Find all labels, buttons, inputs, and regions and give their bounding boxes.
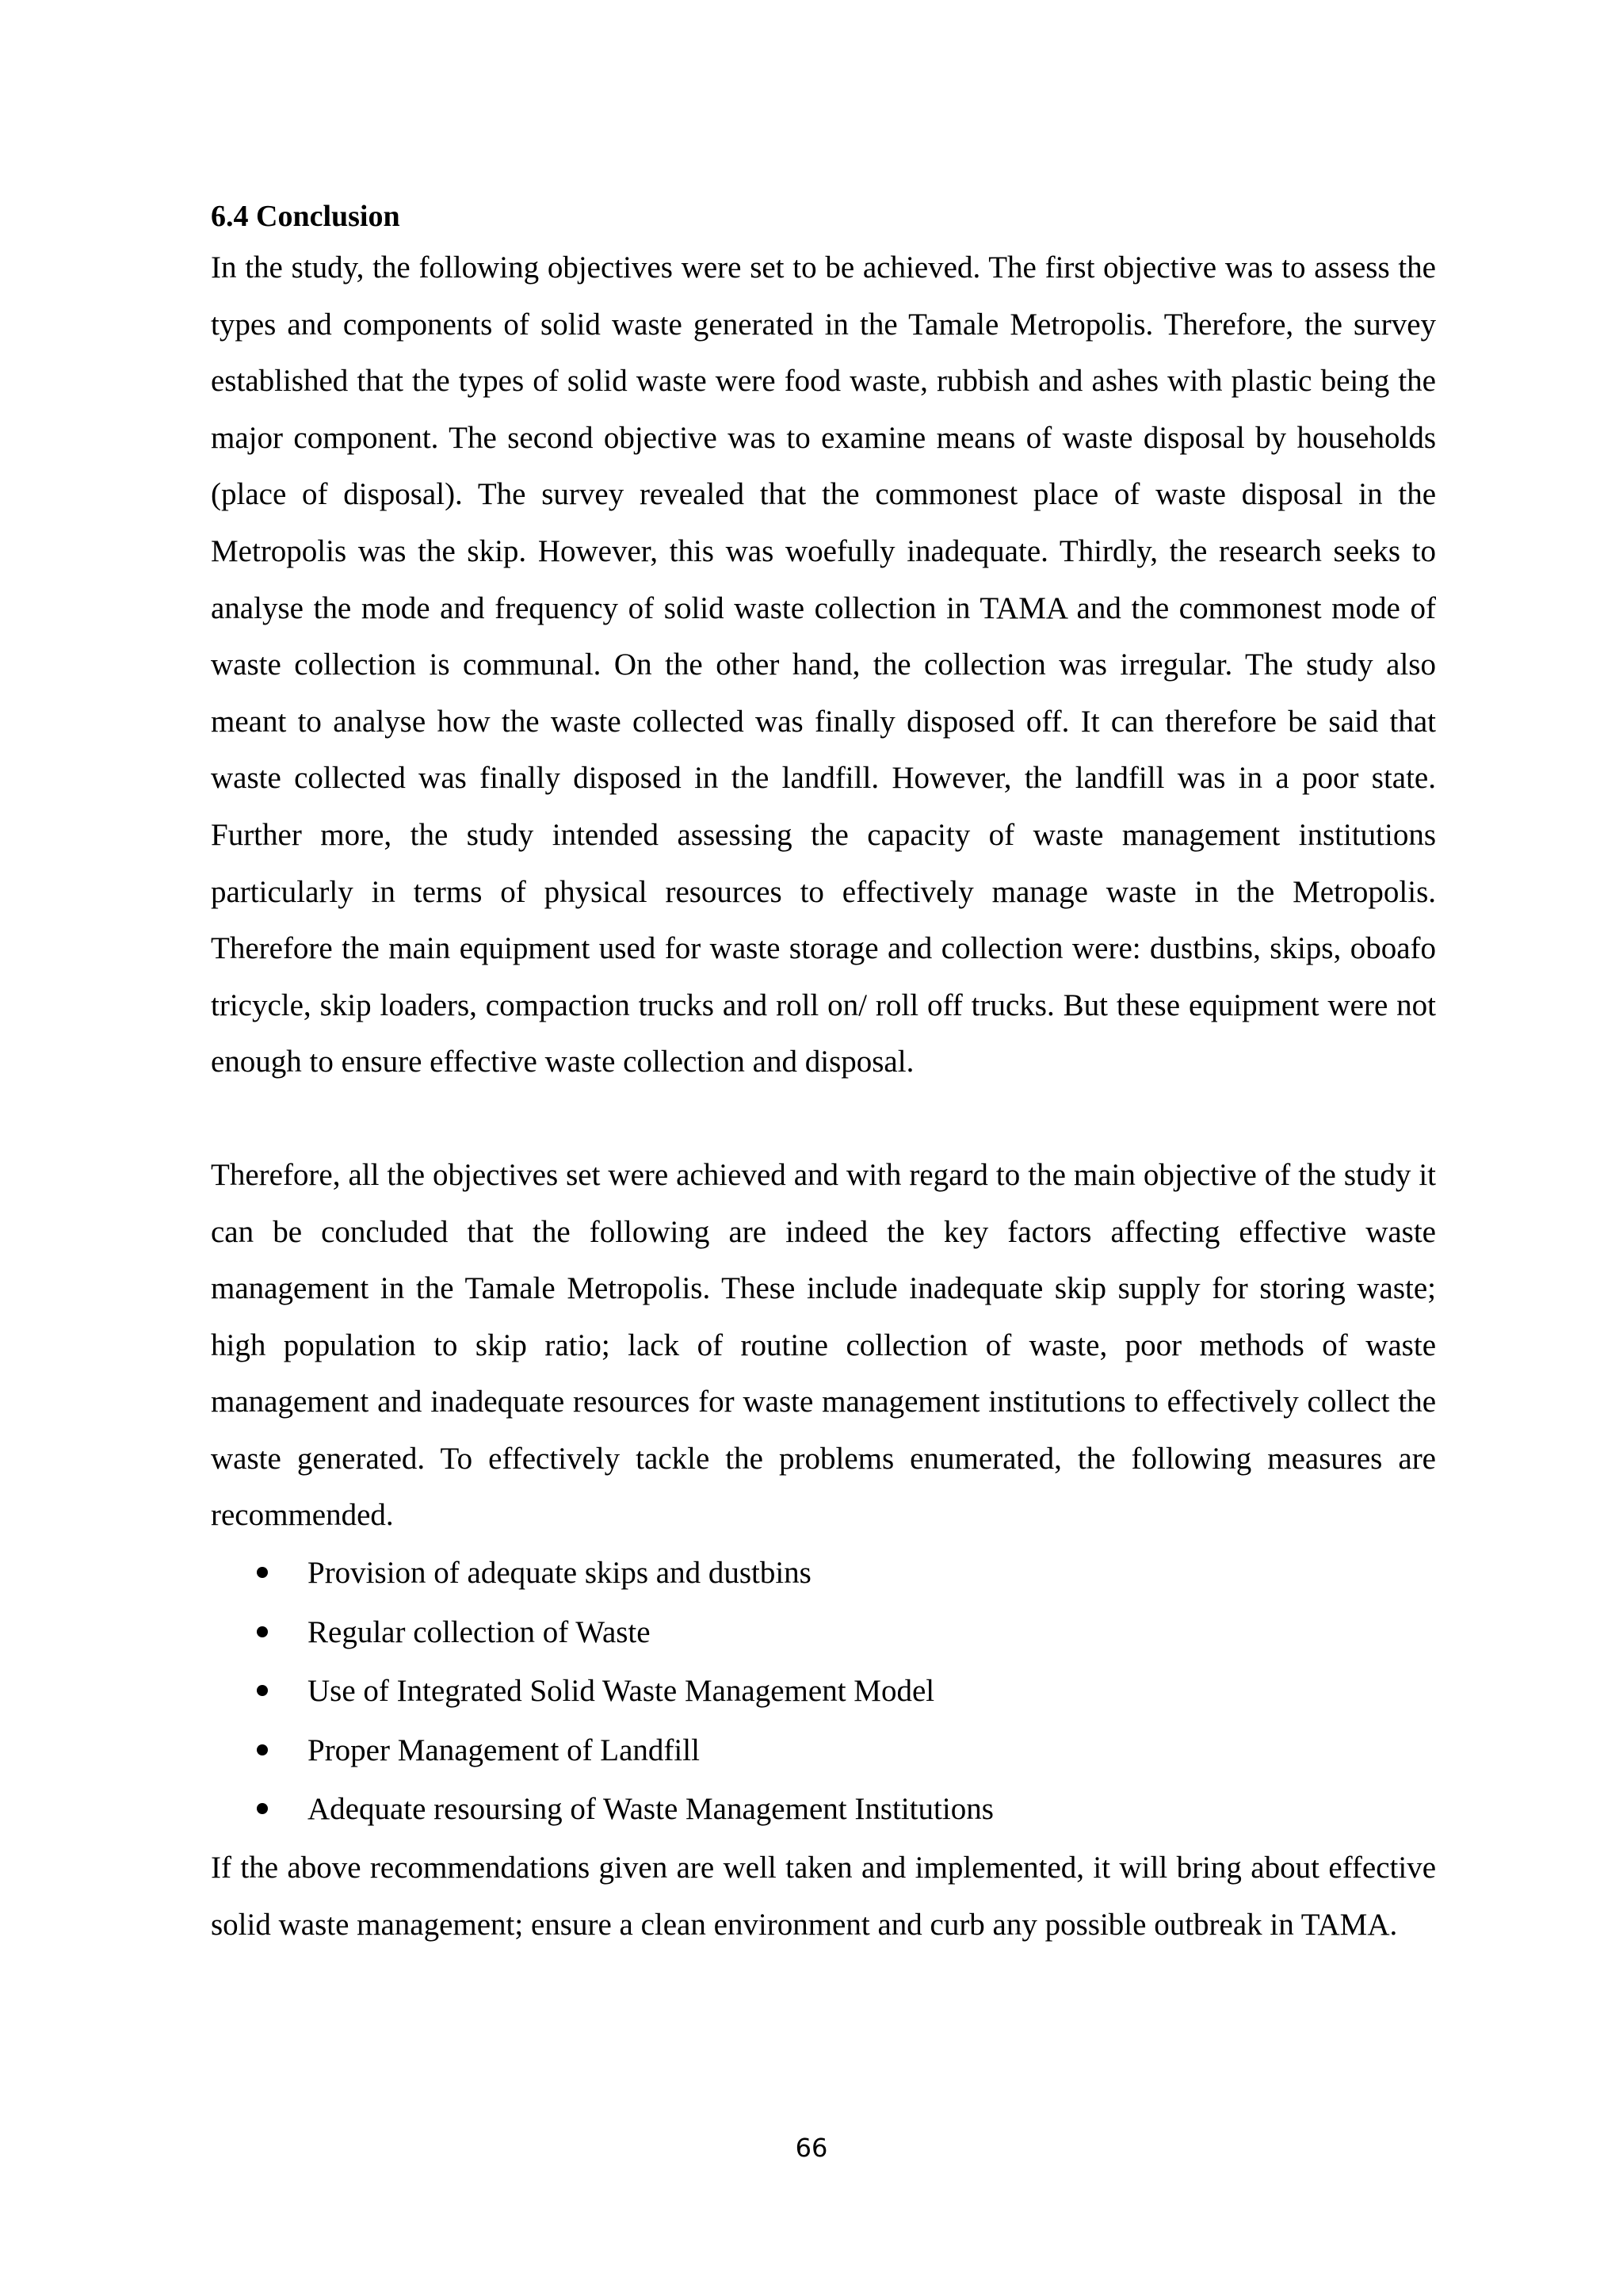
list-item-text: Adequate resoursing of Waste Management Institutions <box>307 1792 994 1827</box>
list-item <box>211 1780 1436 1839</box>
list-item-text: Provision of adequate skips and dustbins <box>307 1556 812 1591</box>
paragraph-conclusion: Therefore, all the objectives set were achieved and with regard to the main objective of the study it can be concluded that the following are indeed the key factors affecting effective waste management in the Tamale Metropolis. These include inadequate skip supply for storing waste; high population to skip ratio; lack of routine collection of waste, poor methods of waste management and inadequate resources for waste management institutions to effectively collect the waste generated. To effectively tackle the problems enumerated, the following measures are recommended. <box>211 1157 1436 1533</box>
page-content <box>211 193 1436 1953</box>
paragraph-objectives: In the study, the following objectives were set to be achieved. The first objective was to assess the types and components of solid waste generated in the Tamale Metropolis. Therefore, the survey established that the types of solid waste were food waste, rubbish and ashes with plastic being the major component. The second objective was to examine means of waste disposal by households (place of disposal). The survey revealed that the commonest place of waste disposal in the Metropolis was the skip. However, this was woefully inadequate. Thirdly, the research seeks to analyse the mode and frequency of solid waste collection in TAMA and the commonest mode of waste collection is communal. On the other hand, the collection was irregular. The study also meant to analyse how the waste collected was finally disposed off. It can therefore be said that waste collected was finally disposed in the landfill. However, the landfill was in a poor state. Further more, the study intended assessing the capacity of waste management institutions particularly in terms of physical resources to effectively manage waste in the Metropolis. Therefore the main equipment used for waste storage and collection were: dustbins, skips, oboafo tricycle, skip loaders, compaction trucks and roll on/ roll off trucks. But these equipment were not enough to ensure effective waste collection and disposal. <box>211 250 1436 1079</box>
section-heading: 6.4 Conclusion <box>211 200 400 233</box>
list-item <box>211 1544 1436 1603</box>
list-item-text: Regular collection of Waste <box>307 1614 651 1649</box>
list-item-text: Use of Integrated Solid Waste Management Model <box>307 1674 935 1709</box>
bullet-icon <box>257 1803 268 1814</box>
recommendations-list <box>211 1544 1436 1839</box>
page-number: 66 <box>795 2133 828 2163</box>
list-item <box>211 1662 1436 1721</box>
bullet-icon <box>257 1626 268 1637</box>
list-item <box>211 1603 1436 1663</box>
bullet-icon <box>257 1685 268 1696</box>
list-item <box>211 1721 1436 1781</box>
list-item-text: Proper Management of Landfill <box>307 1733 700 1767</box>
paragraph-closing: If the above recommendations given are well taken and implemented, it will bring about effective solid waste management; ensure a clean environment and curb any possible outbreak in TAMA. <box>211 1851 1436 1942</box>
bullet-icon <box>257 1567 268 1578</box>
bullet-icon <box>257 1744 268 1755</box>
